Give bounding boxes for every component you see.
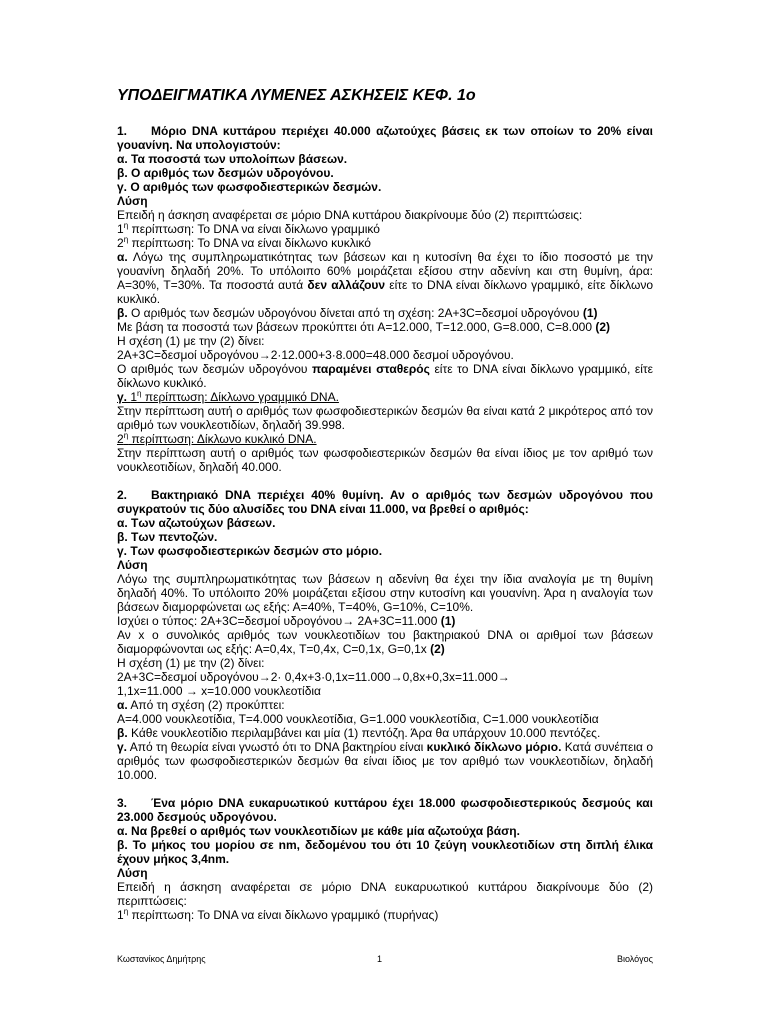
- page-number: 1: [377, 954, 383, 964]
- footer-role: Βιολόγος: [616, 954, 653, 964]
- question-text: Ένα μόριο DNA ευκαρυωτικού κυττάρου έχει 18.000 φωσφοδιεστερικούς δεσμούς και 23.000 δεσμούς υδρογόνου.: [117, 796, 653, 824]
- equation-number: (1): [440, 614, 456, 628]
- page-content: [117, 86, 653, 922]
- question-text: Βακτηριακό DNA περιέχει 40% θυμίνη. Αν ο αριθμός των δεσμών υδρογόνου που συγκρατούν τις δύο αλυσίδες του DNA είναι 11.000, να βρεθεί ο αριθμός:: [117, 488, 653, 516]
- answer-alpha: [117, 250, 653, 306]
- answer-label: α.: [117, 698, 128, 712]
- ordinal-mark: η: [123, 907, 129, 916]
- answer-label: γ.: [117, 740, 128, 754]
- ordinal-mark: η: [123, 235, 129, 244]
- case-number: 1: [117, 908, 124, 922]
- answer-text: Από τη σχέση (2) προκύπτει:: [127, 698, 285, 712]
- answer-text: Ο αριθμός των δεσμών υδρογόνου: [117, 362, 313, 376]
- ordinal-mark: η: [123, 221, 129, 230]
- exercise-3: [117, 796, 653, 922]
- question-item-a: α. Τα ποσοστά των υπολοίπων βάσεων.: [117, 152, 348, 166]
- exercise-question: [117, 488, 653, 516]
- exercise-number: 1.: [117, 124, 128, 138]
- solution-heading: Λύση: [117, 194, 148, 208]
- answer-text: Κατά συνέπεια ο αριθμός των φωσφοδιεστερικών δεσμών θα είναι ίδιος με τον αριθμό των νουκλεοτιδίων, δηλαδή 10.000.: [117, 740, 654, 782]
- case-number: 2: [117, 432, 124, 446]
- question-text: Μόριο DNA κυττάρου περιέχει 40.000 αζωτούχες βάσεις εκ των οποίων το 20% είναι γουανίνη. Να υπολογιστούν:: [117, 124, 653, 152]
- answer-gamma: [117, 390, 653, 404]
- solution-paragraph: Λόγω της συμπληρωματικότητας των βάσεων η αδενίνη θα έχει την ίδια αναλογία με τη θυμίνη δηλαδή 40%. Το υπόλοιπο 20% μοιράζεται εξίσου στην κυτοσίνη και γουανίνη. Άρα η αναλογία των βάσεων διαμορφώνεται ως εξής: Α=40%, Τ=40%, G=10%, C=10%.: [117, 572, 653, 614]
- answer-line: Η σχέση (1) με την (2) δίνει:: [117, 334, 265, 348]
- question-item-c: γ. Των φωσφοδιεστερικών δεσμών στο μόριο.: [117, 544, 383, 558]
- question-item-a: α. Των αζωτούχων βάσεων.: [117, 516, 276, 530]
- exercise-number: 2.: [117, 488, 128, 502]
- answer-text: Στην περίπτωση αυτή ο αριθμός των φωσφοδιεστερικών δεσμών θα είναι ίδιος με τον αριθμό των νουκλεοτιδίων, δηλαδή 40.000.: [117, 446, 653, 474]
- answer-label: α.: [117, 250, 128, 264]
- solution-paragraph: Επειδή η άσκηση αναφέρεται σε μόριο DNA ευκαρυωτικού κυττάρου διακρίνουμε δύο (2) περιπτώσεις:: [117, 880, 653, 908]
- answer-line: [117, 320, 653, 334]
- equation-number: (2): [595, 320, 611, 334]
- equation-number: (2): [430, 642, 445, 656]
- equation-number: (1): [582, 306, 598, 320]
- emphasis-text: παραμένει σταθερός: [312, 362, 430, 376]
- answer-text: είτε το DNA είναι δίκλωνο γραμμικό, είτε δίκλωνο κυκλικό.: [117, 278, 654, 306]
- equation-line: 2Α+3C=δεσμοί υδρογόνου→2·12.000+3·8.000=48.000 δεσμοί υδρογόνου.: [117, 348, 514, 362]
- case-line: [117, 236, 653, 250]
- equation-line: 1,1x=11.000 → x=10.000 νουκλεοτίδια: [117, 684, 321, 698]
- answer-text: Ισχύει ο τύπος: 2Α+3C=δεσμοί υδρογόνου→ 2Α+3C=11.000: [117, 614, 441, 628]
- answer-line: [117, 628, 653, 656]
- case-text: περίπτωση: Δίκλωνο κυκλικό DNA.: [128, 432, 317, 446]
- exercise-number: 3.: [117, 796, 128, 810]
- ordinal-mark: η: [123, 431, 129, 440]
- answer-gamma: [117, 740, 653, 782]
- answer-alpha: [117, 698, 653, 712]
- answer-line: Η σχέση (1) με την (2) δίνει:: [117, 656, 265, 670]
- answer-text: είτε το DNA είναι δίκλωνο γραμμικό, είτε δίκλωνο κυκλικό.: [117, 362, 653, 390]
- footer-author: Κωστανίκος Δημήτρης: [117, 954, 206, 964]
- solution-heading: Λύση: [117, 558, 148, 572]
- answer-text: Αν x ο συνολικός αριθμός των νουκλεοτιδίων του βακτηριακού DNA οι αριθμοί των βάσεων διαμορφώνονται ως εξής: Α=0,4x, Τ=0,4x, C=0,1x, G=0,1x: [117, 628, 653, 656]
- case-line: [117, 222, 653, 236]
- spacer: [117, 782, 653, 796]
- exercise-1: [117, 124, 653, 474]
- answer-text: Κάθε νουκλεοτίδιο περιλαμβάνει και μία (1) πεντόζη. Άρα θα υπάρχουν 10.000 πεντόζες.: [127, 726, 601, 740]
- emphasis-text: κυκλικό δίκλωνο μόριο.: [426, 740, 562, 754]
- question-item-b: β. Ο αριθμός των δεσμών υδρογόνου.: [117, 166, 334, 180]
- answer-text: Στην περίπτωση αυτή ο αριθμός των φωσφοδιεστερικών δεσμών θα είναι κατά 2 μικρότερος από τον αριθμό των νουκλεοτιδίων, δηλαδή 39.998.: [117, 404, 653, 432]
- solution-heading: Λύση: [117, 866, 148, 880]
- case-text: περίπτωση: Δίκλωνο γραμμικό DNA.: [141, 390, 339, 404]
- answer-line: Α=4.000 νουκλεοτίδια, Τ=4.000 νουκλεοτίδια, G=1.000 νουκλεοτίδια, C=1.000 νουκλεοτίδια: [117, 712, 599, 726]
- question-item-a: α. Να βρεθεί ο αριθμός των νουκλεοτιδίων με κάθε μία αζωτούχα βάση.: [117, 824, 520, 838]
- answer-label: β.: [117, 306, 128, 320]
- question-item-b: β. Το μήκος του μορίου σε nm, δεδομένου του ότι 10 ζεύγη νουκλεοτιδίων στη διπλή έλικα έχουν μήκος 3,4nm.: [117, 838, 653, 866]
- answer-text: Με βάση τα ποσοστά των βάσεων προκύπτει ότι A=12.000, T=12.000, G=8.000, C=8.000: [117, 320, 596, 334]
- answer-text: Λόγω της συμπληρωματικότητας των βάσεων και η κυτοσίνη θα έχει το ίδιο ποσοστό με την γουανίνη δηλαδή 20%. Το υπόλοιπο 60% μοιράζεται εξίσου στην αδενίνη και στη θυμίνη, άρα: Α=30%, Τ=30%. Τα ποσοστά αυτά: [117, 250, 653, 292]
- exercise-question: [117, 124, 653, 152]
- case-number: 2: [117, 236, 124, 250]
- equation-line: [117, 614, 653, 628]
- case-text: περίπτωση: Το DNA να είναι δίκλωνο κυκλικό: [128, 236, 371, 250]
- case-number: 1: [130, 390, 138, 404]
- ordinal-mark: η: [137, 389, 142, 398]
- answer-text: Από τη θεωρία είναι γνωστό ότι το DNA βακτηρίου είναι: [127, 740, 427, 754]
- answer-label: β.: [117, 726, 128, 740]
- answer-text: Ο αριθμός των δεσμών υδρογόνου δίνεται από τη σχέση: 2Α+3C=δεσμοί υδρογόνου: [127, 306, 583, 320]
- exercise-question: [117, 796, 653, 824]
- page-footer: [117, 954, 653, 968]
- case-number: 1: [117, 222, 124, 236]
- question-item-b: β. Των πεντοζών.: [117, 530, 218, 544]
- solution-paragraph: Επειδή η άσκηση αναφέρεται σε μόριο DNA κυττάρου διακρίνουμε δύο (2) περιπτώσεις:: [117, 208, 583, 222]
- page-title: ΥΠΟΔΕΙΓΜΑΤΙΚΑ ΛΥΜΕΝΕΣ ΑΣΚΗΣΕΙΣ ΚΕΦ. 1ο: [117, 87, 476, 104]
- emphasis-text: δεν αλλάζουν: [307, 278, 386, 292]
- spacer: [117, 474, 653, 488]
- case-line: [117, 432, 653, 446]
- question-item-c: γ. Ο αριθμός των φωσφοδιεστερικών δεσμών.: [117, 180, 382, 194]
- answer-beta: [117, 306, 653, 320]
- case-text: περίπτωση: Το DNA να είναι δίκλωνο γραμμικό (πυρήνας): [128, 908, 439, 922]
- answer-label: γ.: [117, 390, 128, 404]
- exercise-2: [117, 488, 653, 782]
- case-line: [117, 908, 653, 922]
- answer-beta: [117, 726, 653, 740]
- equation-line: 2Α+3C=δεσμοί υδρογόνου→2· 0,4x+3·0,1x=11.000→0,8x+0,3x=11.000→: [117, 670, 510, 684]
- case-text: περίπτωση: Το DNA να είναι δίκλωνο γραμμικό: [128, 222, 380, 236]
- answer-line: [117, 362, 653, 390]
